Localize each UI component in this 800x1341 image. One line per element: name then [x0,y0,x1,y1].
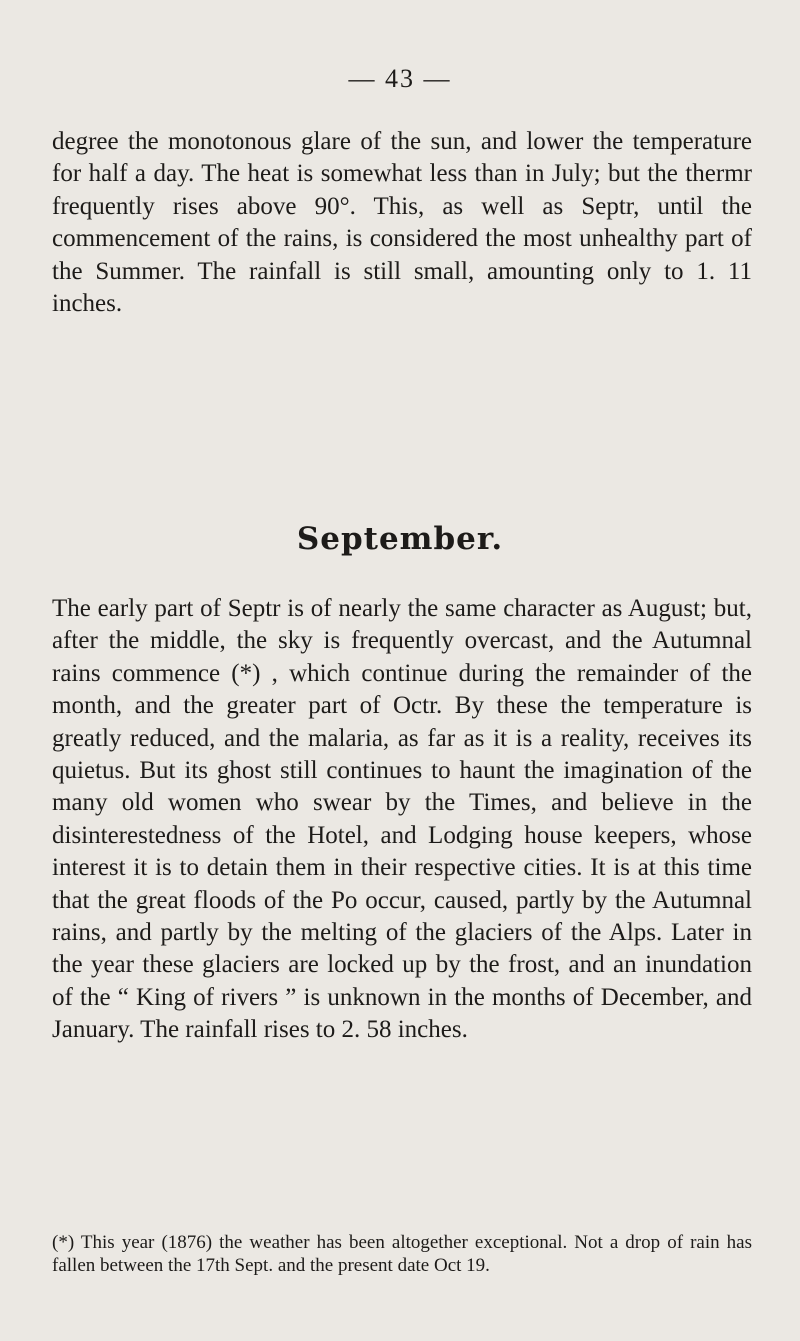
page-number: — 43 — [348,64,452,93]
section-heading: September. [296,521,504,557]
paragraph-september: The early part of Septr is of nearly the same character as August; but, after the middle, the sky is frequently overcast, and the Autumnal rains commence (*) , which continue during the remainder of the month, and the greater part of Octr. By these the temperature is greatly reduced, and the malaria, as far as it is a reality, receives its quietus. But its ghost still continues to haunt the imagination of the many old women who swear by the Times, and believe in the disinterestedness of the Hotel, and Lodging house keepers, whose interest it is to detain them in their respective cities. It is at this time that the great floods of the Po occur, caused, partly by the Autumnal rains, and partly by the melting of the glaciers of the Alps. Later in the year these glaciers are locked up by the frost, and an inundation of the “ King of rivers ” is unknown in the months of December, and January. The rainfall rises to 2. 58 inches. [52,595,752,1044]
footnote: (*) This year (1876) the weather has been altogether exceptional. Not a drop of rain has fallen between the 17th Sept. and the present date Oct 19. [52,1232,752,1276]
paragraph-august-continued: degree the monotonous glare of the sun, and lower the temperature for half a day. The heat is somewhat less than in July; but the thermr frequently rises above 90°. This, as well as Septr, until the commencement of the rains, is considered the most unhealthy part of the Summer. The rainfall is still small, amounting only to 1. 11 inches. [52,128,752,318]
